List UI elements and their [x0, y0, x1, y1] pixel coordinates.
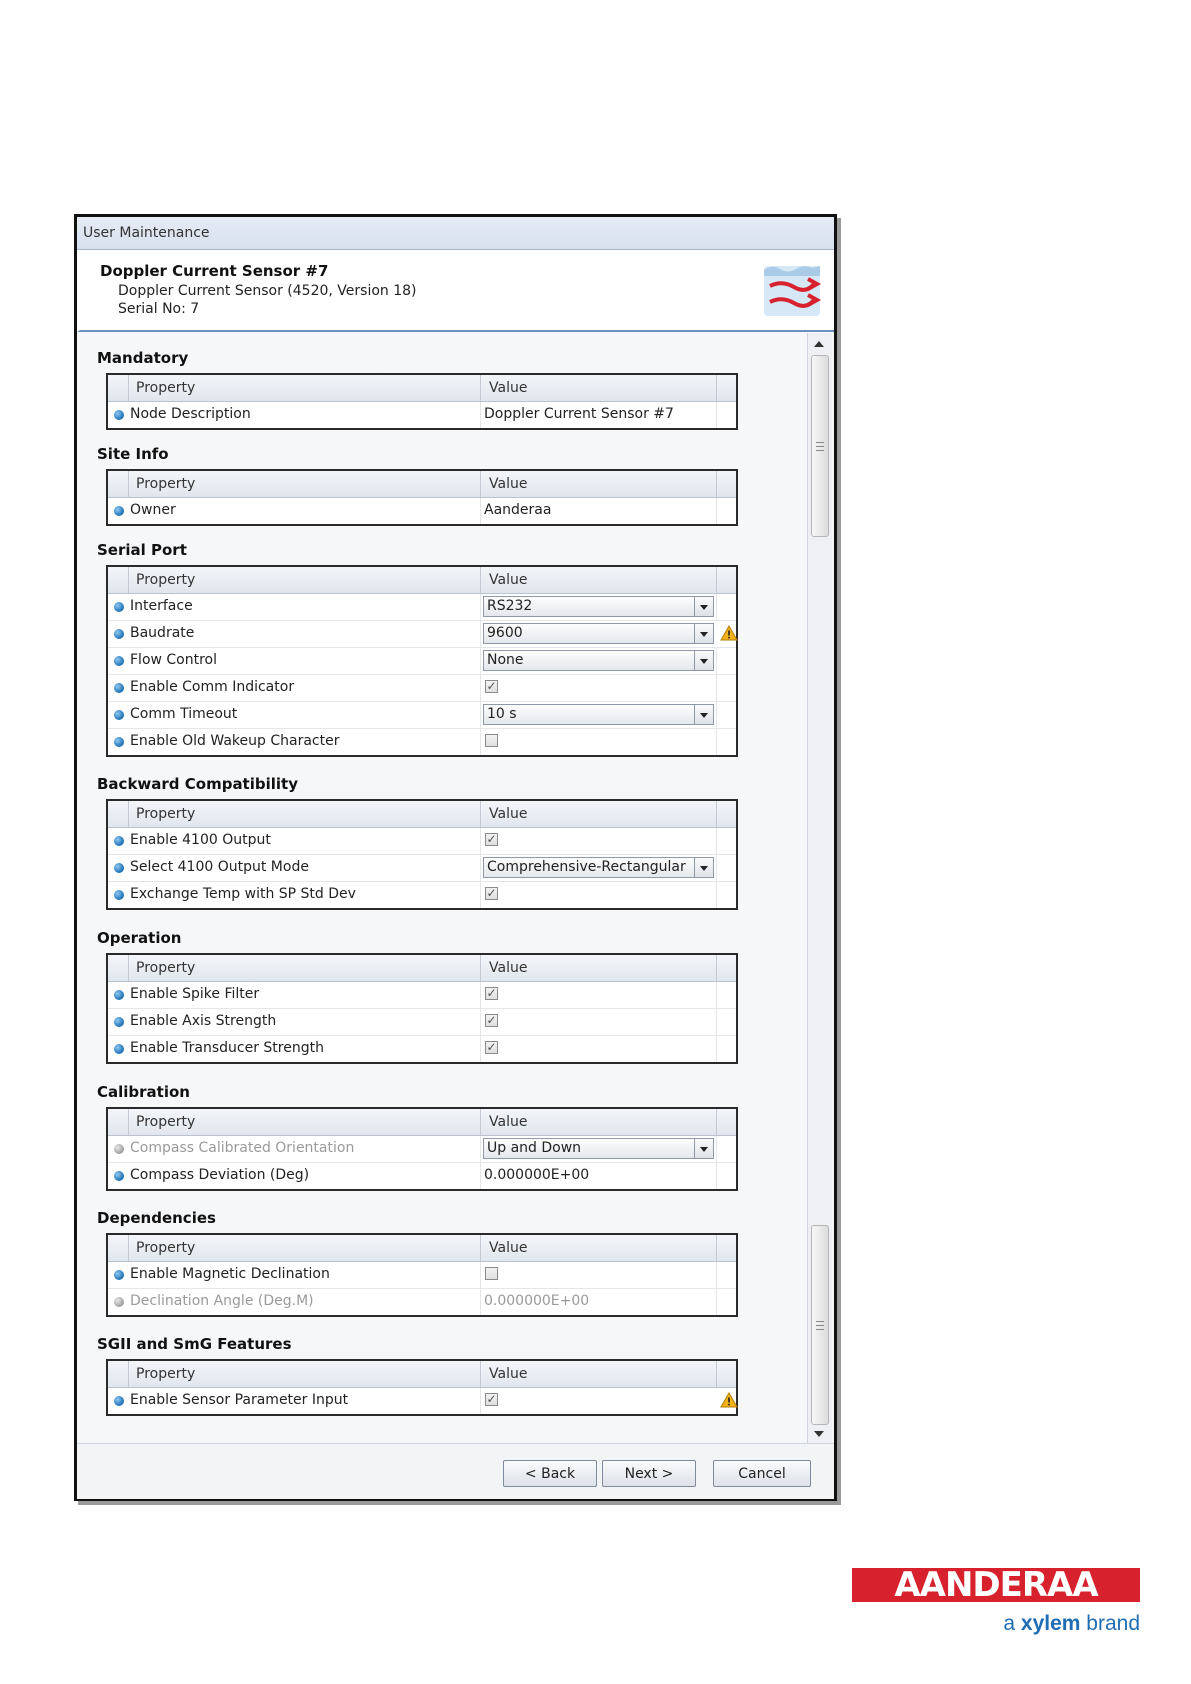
row-compass-calibrated-orientation[interactable]: Compass Calibrated Orientation Up and Down: [108, 1136, 736, 1163]
property-bullet-icon: [114, 1017, 124, 1027]
value-column-header[interactable]: Value: [489, 960, 528, 976]
scrollbar-thumb-top[interactable]: [811, 355, 829, 537]
value-column-header[interactable]: Value: [489, 476, 528, 492]
window-title: User Maintenance: [77, 217, 834, 250]
sensor-subtitle: Doppler Current Sensor (4520, Version 18): [118, 283, 417, 299]
chevron-down-icon[interactable]: [694, 651, 713, 670]
property-bullet-icon: [114, 602, 124, 612]
grid-header: [108, 375, 736, 402]
value-column-header[interactable]: Value: [489, 1366, 528, 1382]
row-enable-comm-indicator[interactable]: Enable Comm Indicator ✓: [108, 675, 736, 702]
property-column-header[interactable]: Property: [136, 1366, 196, 1382]
value-column-header[interactable]: Value: [489, 806, 528, 822]
section-serial-port-title: Serial Port: [97, 541, 187, 559]
row-enable-transducer-strength[interactable]: Enable Transducer Strength ✓: [108, 1036, 736, 1062]
property-column-header[interactable]: Property: [136, 572, 196, 588]
exchange-temp-checkbox[interactable]: ✓: [486, 886, 497, 900]
aanderaa-wordmark: AANDERAA: [852, 1568, 1140, 1602]
property-bullet-icon: [114, 656, 124, 666]
value-column-header[interactable]: Value: [489, 1114, 528, 1130]
sensor-serial: Serial No: 7: [118, 301, 200, 317]
row-declination-angle[interactable]: Declination Angle (Deg.M) 0.000000E+00: [108, 1289, 736, 1315]
row-select-4100-output-mode[interactable]: Select 4100 Output Mode Comprehensive-Rectangular: [108, 855, 736, 882]
enable-comm-indicator-checkbox[interactable]: ✓: [486, 679, 497, 693]
grid-serial-port: [106, 565, 738, 757]
grid-header: [108, 801, 736, 828]
owner-value[interactable]: Aanderaa: [484, 502, 552, 518]
grid-sgii: [106, 1359, 738, 1416]
grid-header: [108, 955, 736, 982]
property-bullet-icon: [114, 836, 124, 846]
property-bullet-icon: [114, 990, 124, 1000]
row-node-description[interactable]: Node Description Doppler Current Sensor #7: [108, 402, 736, 428]
grid-calibration: [106, 1107, 738, 1191]
property-bullet-icon: [114, 1144, 124, 1154]
property-bullet-icon: [114, 629, 124, 639]
property-column-header[interactable]: Property: [136, 380, 196, 396]
back-button[interactable]: < Back: [503, 1460, 597, 1487]
warning-icon: [720, 625, 738, 641]
property-bullet-icon: [114, 683, 124, 693]
property-column-header[interactable]: Property: [136, 806, 196, 822]
section-backward-compatibility-title: Backward Compatibility: [97, 775, 298, 793]
declination-angle-value[interactable]: 0.000000E+00: [484, 1293, 590, 1309]
row-enable-magnetic-declination[interactable]: Enable Magnetic Declination: [108, 1262, 736, 1289]
cancel-button[interactable]: Cancel: [713, 1460, 811, 1487]
enable-4100-output-checkbox[interactable]: ✓: [486, 832, 497, 846]
row-comm-timeout[interactable]: Comm Timeout 10 s: [108, 702, 736, 729]
section-mandatory-title: Mandatory: [97, 349, 189, 367]
property-bullet-icon: [114, 710, 124, 720]
xylem-tagline: a xylem brand: [1003, 1612, 1140, 1635]
chevron-down-icon[interactable]: [694, 624, 713, 643]
property-bullet-icon: [114, 1270, 124, 1280]
baudrate-dropdown[interactable]: 9600: [483, 623, 714, 644]
property-bullet-icon: [114, 890, 124, 900]
property-bullet-icon: [114, 1396, 124, 1406]
value-column-header[interactable]: Value: [489, 380, 528, 396]
grid-header: [108, 1235, 736, 1262]
property-bullet-icon: [114, 1171, 124, 1181]
grid-site-info: [106, 469, 738, 526]
section-operation-title: Operation: [97, 929, 182, 947]
chevron-down-icon[interactable]: [694, 705, 713, 724]
row-flow-control[interactable]: Flow Control None: [108, 648, 736, 675]
grid-header: [108, 471, 736, 498]
grid-backward-compatibility: [106, 799, 738, 910]
chevron-down-icon[interactable]: [694, 597, 713, 616]
grid-header: [108, 567, 736, 594]
grid-header: [108, 1109, 736, 1136]
value-column-header[interactable]: Value: [489, 1240, 528, 1256]
row-compass-deviation[interactable]: Compass Deviation (Deg) 0.000000E+00: [108, 1163, 736, 1189]
grid-dependencies: [106, 1233, 738, 1317]
row-enable-axis-strength[interactable]: Enable Axis Strength ✓: [108, 1009, 736, 1036]
property-bullet-icon: [114, 737, 124, 747]
compass-deviation-value[interactable]: 0.000000E+00: [484, 1167, 590, 1183]
section-dependencies-title: Dependencies: [97, 1209, 216, 1227]
row-baudrate[interactable]: Baudrate 9600: [108, 621, 736, 648]
property-bullet-icon: [114, 506, 124, 516]
output-mode-dropdown[interactable]: Comprehensive-Rectangular: [483, 857, 714, 878]
chevron-down-icon[interactable]: [694, 1139, 713, 1158]
warning-icon: [720, 1392, 738, 1408]
property-bullet-icon: [114, 1044, 124, 1054]
enable-axis-strength-checkbox[interactable]: ✓: [486, 1013, 497, 1027]
row-enable-old-wakeup-character[interactable]: Enable Old Wakeup Character: [108, 729, 736, 755]
scrollbar-thumb-bottom[interactable]: [811, 1225, 829, 1425]
row-owner[interactable]: Owner Aanderaa: [108, 498, 736, 524]
scroll-up-arrow-icon[interactable]: [814, 341, 824, 347]
scroll-down-arrow-icon[interactable]: [814, 1431, 824, 1437]
grid-mandatory: [106, 373, 738, 430]
row-enable-sensor-parameter-input[interactable]: Enable Sensor Parameter Input ✓: [108, 1388, 736, 1414]
interface-dropdown[interactable]: RS232: [483, 596, 714, 617]
section-calibration-title: Calibration: [97, 1083, 190, 1101]
user-maintenance-window: [74, 214, 837, 1501]
row-enable-4100-output[interactable]: Enable 4100 Output ✓: [108, 828, 736, 855]
section-site-info-title: Site Info: [97, 445, 169, 463]
row-enable-spike-filter[interactable]: Enable Spike Filter ✓: [108, 982, 736, 1009]
current-flow-icon: [762, 260, 822, 320]
node-description-value[interactable]: Doppler Current Sensor #7: [484, 406, 674, 422]
chevron-down-icon[interactable]: [694, 858, 713, 877]
wizard-header: [77, 250, 834, 332]
orientation-dropdown[interactable]: Up and Down: [483, 1138, 714, 1159]
row-interface[interactable]: Interface RS232: [108, 594, 736, 621]
row-exchange-temp[interactable]: Exchange Temp with SP Std Dev ✓: [108, 882, 736, 908]
comm-timeout-dropdown[interactable]: 10 s: [483, 704, 714, 725]
enable-spike-filter-checkbox[interactable]: ✓: [486, 986, 497, 1000]
property-column-header[interactable]: Property: [136, 960, 196, 976]
property-column-header[interactable]: Property: [136, 1114, 196, 1130]
wizard-footer: [77, 1443, 834, 1499]
enable-transducer-strength-checkbox[interactable]: ✓: [486, 1040, 497, 1054]
flow-control-dropdown[interactable]: None: [483, 650, 714, 671]
enable-old-wakeup-character-checkbox[interactable]: [485, 734, 498, 747]
next-button[interactable]: Next >: [602, 1460, 696, 1487]
vertical-scrollbar[interactable]: [807, 333, 832, 1443]
property-bullet-icon: [114, 1297, 124, 1307]
enable-magnetic-declination-checkbox[interactable]: [485, 1267, 498, 1280]
aanderaa-logo: [852, 1565, 1140, 1640]
property-column-header[interactable]: Property: [136, 1240, 196, 1256]
property-column-header[interactable]: Property: [136, 476, 196, 492]
sensor-title: Doppler Current Sensor #7: [100, 262, 329, 280]
enable-sensor-parameter-input-checkbox[interactable]: ✓: [486, 1392, 497, 1406]
grid-operation: [106, 953, 738, 1064]
section-sgii-title: SGII and SmG Features: [97, 1335, 292, 1353]
value-column-header[interactable]: Value: [489, 572, 528, 588]
property-bullet-icon: [114, 410, 124, 420]
property-grid-area: [77, 333, 807, 1433]
property-bullet-icon: [114, 863, 124, 873]
grid-header: [108, 1361, 736, 1388]
